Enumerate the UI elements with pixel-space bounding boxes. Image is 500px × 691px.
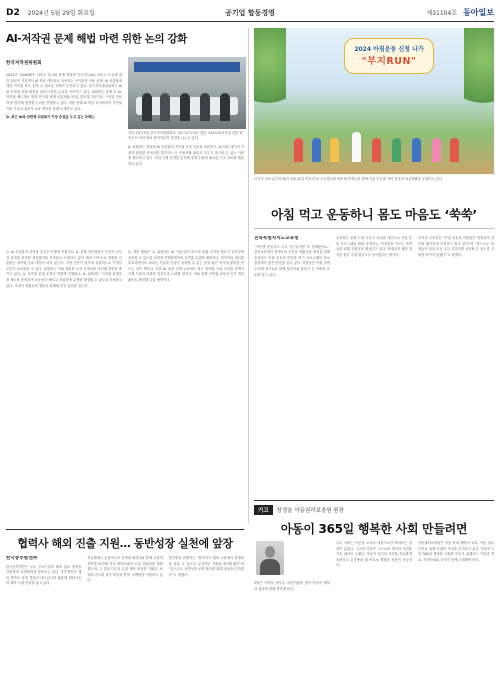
page-header [6, 5, 494, 20]
article2-body [254, 236, 494, 460]
article1-headline: AI-저작권 문제 해법 마련 위한 논의 강화 [6, 33, 187, 45]
event-sign-main: "부지RUN" [361, 56, 417, 67]
article4-rule [254, 500, 494, 501]
article1-column: Q. 향후 계획은. A. 위원회는 AI 기술 발전 속도에 맞춰 저작권 제도가 유연하게 대응할 수 있도록 다양한 이해관계자의 의견을 수렴할 계획이다. 창작자의 권리를 보호하면서도 새로운 기술과 산업이 성장할 수 있는 균형 잡힌 저작권 환경을 만드는 것이 목표다. 또한 AI 관련 국제 논의에도 적극 참여해 국내 저작권 정책이 국제 기준과 조화를 이루도록 노력할 것이다. 이와 함께 저작권 교육과 인식 개선 활동도 확대해 나갈 예정이다. [128, 250, 244, 282]
article3-byline: 한국중부발전㈜ [6, 556, 38, 561]
photo-banner [134, 62, 240, 72]
photo-person [180, 93, 190, 121]
article1-body-bottom [6, 250, 244, 525]
article2-photo-caption: 서거석 교육감(가운데)이 4월 22일 익산의 한 초등학교를 방문해 학생들과 함께 아침 운동을 하며 건강한 학교생활을 응원하고 있다. [254, 177, 444, 181]
article1-photo-caption: 지난 2월 15일 한국저작권위원회 서울사무소에서 열린 ‘2024 AI저작권 전담 TF 킥오프 회의’에서 참석자들이 의견을 나누고 있다. [128, 131, 244, 140]
article1-column: Q. AI 산출물의 저작권 등록은 어떻게 이뤄지나. A. 현행 저작권법은 인간의 사상과 감정을 표현한 창작물만을 저작물로 인정하고 있어, AI가 단독으로 생성한 산출물은 저작권 등록 대상이 되지 않는다. 다만 인간이 창작에 실질적으로 기여한 부분은 보호받을 수 있다. 위원회는 이와 관련한 등록 안내서를 마련해 혼란을 줄이고 있다. Q. 저작권 분쟁 조정은 어떻게 진행되나. A. 위원회는 저작권 분쟁조정 제도를 운영하며 소송보다 빠르고 저렴하게 분쟁을 해결할 수 있도록 지원하고 있다. 조정이 성립되면 재판상 화해와 같은 효력을 갖는다. [6, 250, 122, 288]
photo-student [294, 138, 303, 162]
photo-student [392, 138, 401, 162]
article2-headline: 아침 먹고 운동하니 몸도 마음도 ‘쑥쑥’ [271, 207, 477, 222]
event-sign [344, 38, 434, 74]
portrait-head [265, 546, 275, 558]
article1-question: Q. 최근 AI와 관련해 위원회가 가장 중점을 두고 있는 과제는. [6, 115, 96, 120]
article2-column: 교육청은 올해 도내 초중고 학교를 대상으로 아침 운동 프로그램을 확대 운영하고, 아침밥을 거르는 학생들을 위해 간편식을 제공하고 있다. 학생들의 체력 향상은 물론 수업 집중도도 높아졌다는 평가다. [336, 236, 412, 257]
article2-paragraph: “작년엔 운동하고 나니 친구들이랑 더 친해졌어요.” 전북교육청이 학생들의 건강한 생활습관 형성을 위해 추진하는 아침 운동과 아침밥 먹기 프로그램이 학교 현장에서 좋은 반응을 얻고 있다. 학생들은 아침 일찍 등교해 친구들과 함께 달리기와 줄넘기 등 다양한 운동을 하고 있다. [254, 244, 330, 277]
contributor-portrait [256, 541, 284, 575]
newspaper-logo: 동아일보 [463, 7, 494, 17]
article3-rule [6, 529, 244, 530]
article4-headline: 아동이 365일 행복한 사회 만들려면 [280, 522, 468, 536]
column-divider [248, 28, 249, 524]
contributor-name: 장정울 아동권리보장원 원장 [276, 508, 344, 514]
header-rule [6, 21, 494, 22]
photo-tree [464, 28, 494, 118]
article4-column: 아동권리보장원은 아동 학대 예방과 보호, 아동 권리 증진을 위해 다양한 사업을 추진하고 있다. 아동이 1년 365일 행복한 사회를 만들기 위해서는 가정과 학교, 지역사회와 국가가 함께 노력해야 한다. [418, 541, 494, 562]
photo-student [330, 138, 339, 162]
article2-column [254, 236, 330, 460]
article2-byline: 전북특별자치도교육청 [254, 236, 299, 241]
article3-column: 지난해에는 동남아시아 지역에 협력사와 함께 시장개척단을 파견해 현지 바이어와의 수출 상담회를 개최했으며, 그 결과 다수의 수출 계약 성과를 거뒀다. 또 해외 전시회 참가 비용과 통역, 마케팅을 지원하고 있다. [87, 556, 163, 583]
issue-date: 2024년 5월 29일 화요일 [27, 10, 95, 17]
article1-paragraph: 2022년 ‘ChatGPT’ 서비스 출시와 함께 생성형 인공지능(AI) 서비스 도입에 대한 관심이 커지면서 AI 학습 데이터로 사용되는 저작물의 이용 문제, AI 산출물에 대한 저작권 보호 문제 등 새로운 과제가 부각되고 있다. 한국저작권위원회는 AI와 저작권 문제 해결을 위한 다양한 논의를 이어가고 있다. 위원회는 올해 초 AI-저작권 제도개선 방향 연구와 함께 산업계와 학계, 법조계 전문가로 구성된 전담 TF를 발족해 쟁점별 논의를 진행하고 있다. 이를 통해 AI 학습 과정에서의 저작물 이용 기준과 권리자 보호 방안을 함께 모색하고 있다. [6, 73, 122, 111]
article1-body-left [6, 73, 122, 245]
article4-column: 5월은 가정의 달이다. 어린이날을 맞아 아동의 행복과 권리에 대해 생각해 본다. [254, 581, 330, 591]
article3-paragraph: 한국중부발전은 우수 중소기업의 해외 판로 개척을 지원하며 상생협력에 앞장서고 있다. 중부발전은 해외 발전소 운영 경험과 네트워크를 활용해 협력사들의 해외 시장 진출을 돕고 있다. [6, 564, 82, 586]
photo-person [142, 93, 152, 121]
article2-column: 서거석 교육감은 “아침 운동과 아침밥은 학생들이 하루를 활기차게 시작하는 힘이 된다”며 “앞으로도 학생들이 몸과 마음 모두 건강하게 성장할 수 있도록 지원을 아끼지 않겠다”고 말했다. [418, 236, 494, 257]
article1-body-right: A. 위원회는 생성형 AI 산출물의 저작권 등록 기준을 마련하고, AI 학습 데이터 이용과 관련한 안내서를 발간하는 등 이용자와 권리자 모두가 참고할 수 있는 기준을 제시하고 있다. 또한 국제 동향을 분석해 정책 수립에 필요한 기초 자료를 제공하고 있다. [128, 145, 244, 166]
photo-person [200, 93, 210, 121]
photo-student [432, 138, 441, 162]
contribution-tag: 기고 [254, 505, 273, 515]
photo-student [312, 138, 321, 162]
photo-tree [254, 28, 286, 118]
issue-number: 제31104호 [426, 10, 458, 17]
photo-person [160, 93, 170, 121]
article3-body [6, 556, 244, 684]
photo-person [220, 93, 230, 121]
article3-headline: 협력사 해외 진출 지원… 동반성장 실천에 앞장 [17, 537, 233, 550]
article3-column [6, 556, 81, 684]
article1-byline: 한국저작권위원회 [6, 61, 42, 66]
article1-photo [128, 57, 246, 129]
event-sign-top: 2024 아침운동 신청 나가 [354, 46, 424, 53]
portrait-torso [260, 559, 280, 575]
contribution-label [254, 505, 344, 515]
article2-photo [254, 28, 494, 174]
photo-student [372, 138, 381, 162]
page-number: D2 [6, 7, 20, 18]
article2-rule [254, 228, 494, 229]
article4-column: 우리 사회는 아동을 보호의 대상으로만 바라보는 경향이 있었다. 그러나 아동은 스스로의 생각과 의견을 가진 권리의 주체다. 아동이 자신의 의견을 자유롭게 표현하고 존중받을 때 비로소 행복한 성장이 가능하다. [336, 541, 412, 568]
photo-student [450, 138, 459, 162]
section-title: 공기업 합동경영 [225, 8, 275, 17]
photo-student [412, 138, 421, 162]
photo-person [352, 132, 361, 162]
article4-body [254, 541, 494, 685]
article3-column: 중부발전 관계자는 “협력사가 해외 시장에서 경쟁력을 갖출 수 있도록 실질적인 지원을 확대하겠다”며 “앞으로도 동반성장 문화 확산을 위해 최선을 다하겠다”고 밝혔다. [168, 556, 244, 577]
